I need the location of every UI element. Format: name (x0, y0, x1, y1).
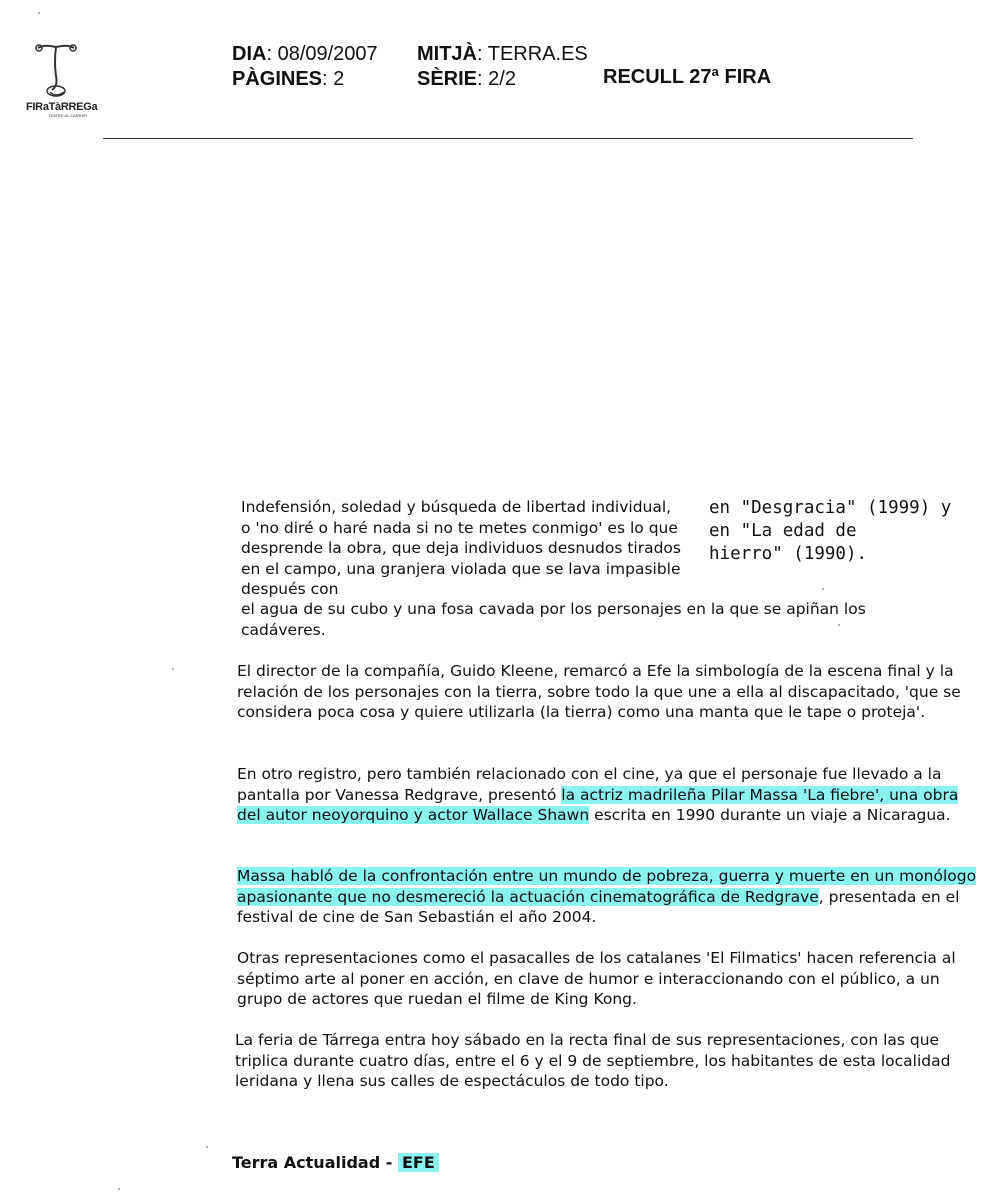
sidebar-quote-line: en "Desgracia" (1999) y (709, 498, 952, 518)
media-label: MITJÀ (417, 43, 477, 65)
source-footer (232, 1153, 439, 1172)
pages-value: : 2 (322, 68, 345, 90)
source-agency-badge: EFE (398, 1153, 439, 1172)
media-value: : TERRA.ES (477, 43, 588, 65)
article-paragraph-3 (237, 764, 977, 826)
header-divider (103, 138, 913, 139)
paragraph-3-text: En otro registro, pero también relacionado con el cine, ya que el personaje fue llevado a la pantalla por Vanessa Redgrave, presentó (237, 765, 942, 804)
article-paragraph-5: Otras representaciones como el pasacalles de los catalanes 'El Filmatics' hacen referencia al séptimo arte al poner en acción, en clave de humor e interaccionando con el público, a un grupo de actores que ruedan el filme de King Kong. (237, 949, 956, 1008)
date-value: : 08/09/2007 (266, 43, 378, 65)
header-pages (232, 68, 344, 91)
header-collection: RECULL 27ª FIRA (603, 66, 772, 88)
fira-tarrega-logo (26, 42, 98, 118)
sidebar-quote (709, 497, 979, 566)
scan-speck (206, 1146, 208, 1148)
article-paragraph-4 (237, 866, 977, 928)
header-media (417, 43, 588, 66)
article-paragraph-1-start: Indefensión, soledad y búsqueda de libertad individual, o 'no diré o haré nada si no te metes conmigo' es lo que desprende la obra, que deja individuos desnudos tirados en el campo, una granjera violada que se lava impasible después con (241, 498, 681, 598)
header-date (232, 43, 378, 66)
scan-speck (822, 588, 824, 590)
paragraph-4-text-end: , presentada en el festival de cine de San Sebastián el año 2004. (237, 887, 960, 926)
article-paragraph-2: El director de la compañía, Guido Kleene, remarcó a Efe la simbología de la escena final y la relación de los personajes con la tierra, sobre todo la que une a ella al discapacitado, 'que se considera poca cosa y quiere utilizarla (la tierra) como una manta que le tape o proteja'. (237, 662, 961, 721)
logo-wordmark: FIRaTàRREGa (26, 101, 98, 113)
highlighted-text: la actriz madrileña Pilar Massa 'La fiebre', una obra del autor neoyorquino y actor Wallace Shawn (237, 785, 959, 824)
series-value: : 2/2 (477, 68, 516, 90)
source-separator: - (380, 1153, 398, 1172)
highlighted-text: Massa habló de la confrontación entre un mundo de pobreza, guerra y muerte en un monólogo apasionante que no desmereció la actuación cinematográfica de Redgrave (237, 867, 977, 906)
logo-subtitle: TEATRE AL CARRER (48, 113, 88, 118)
scan-speck (172, 668, 174, 670)
article-paragraph-1-end: el agua de su cubo y una fosa cavada por los personajes en la que se apiñan los cadáveres. (241, 600, 866, 639)
sidebar-quote-line: en "La edad de (709, 521, 857, 541)
header-series (417, 68, 516, 91)
scan-speck (118, 1188, 120, 1190)
article-paragraph-6: La feria de Tárrega entra hoy sábado en la recta final de sus representaciones, con las que triplica durante cuatro días, entre el 6 y el 9 de septiembre, los habitantes de esta localidad leridana y llena sus calles de espectáculos de todo tipo. (235, 1031, 951, 1090)
series-label: SÈRIE (417, 68, 478, 90)
date-label: DIA (232, 43, 267, 65)
scan-speck (38, 12, 40, 14)
tarrega-t-icon (34, 42, 78, 100)
sidebar-quote-line: hierro" (1990). (709, 544, 868, 564)
scan-speck (838, 624, 840, 626)
source-label: Terra Actualidad (232, 1153, 381, 1172)
paragraph-3-text-end: escrita en 1990 durante un viaje a Nicaragua. (589, 806, 951, 824)
pages-label: PÀGINES (232, 68, 323, 90)
